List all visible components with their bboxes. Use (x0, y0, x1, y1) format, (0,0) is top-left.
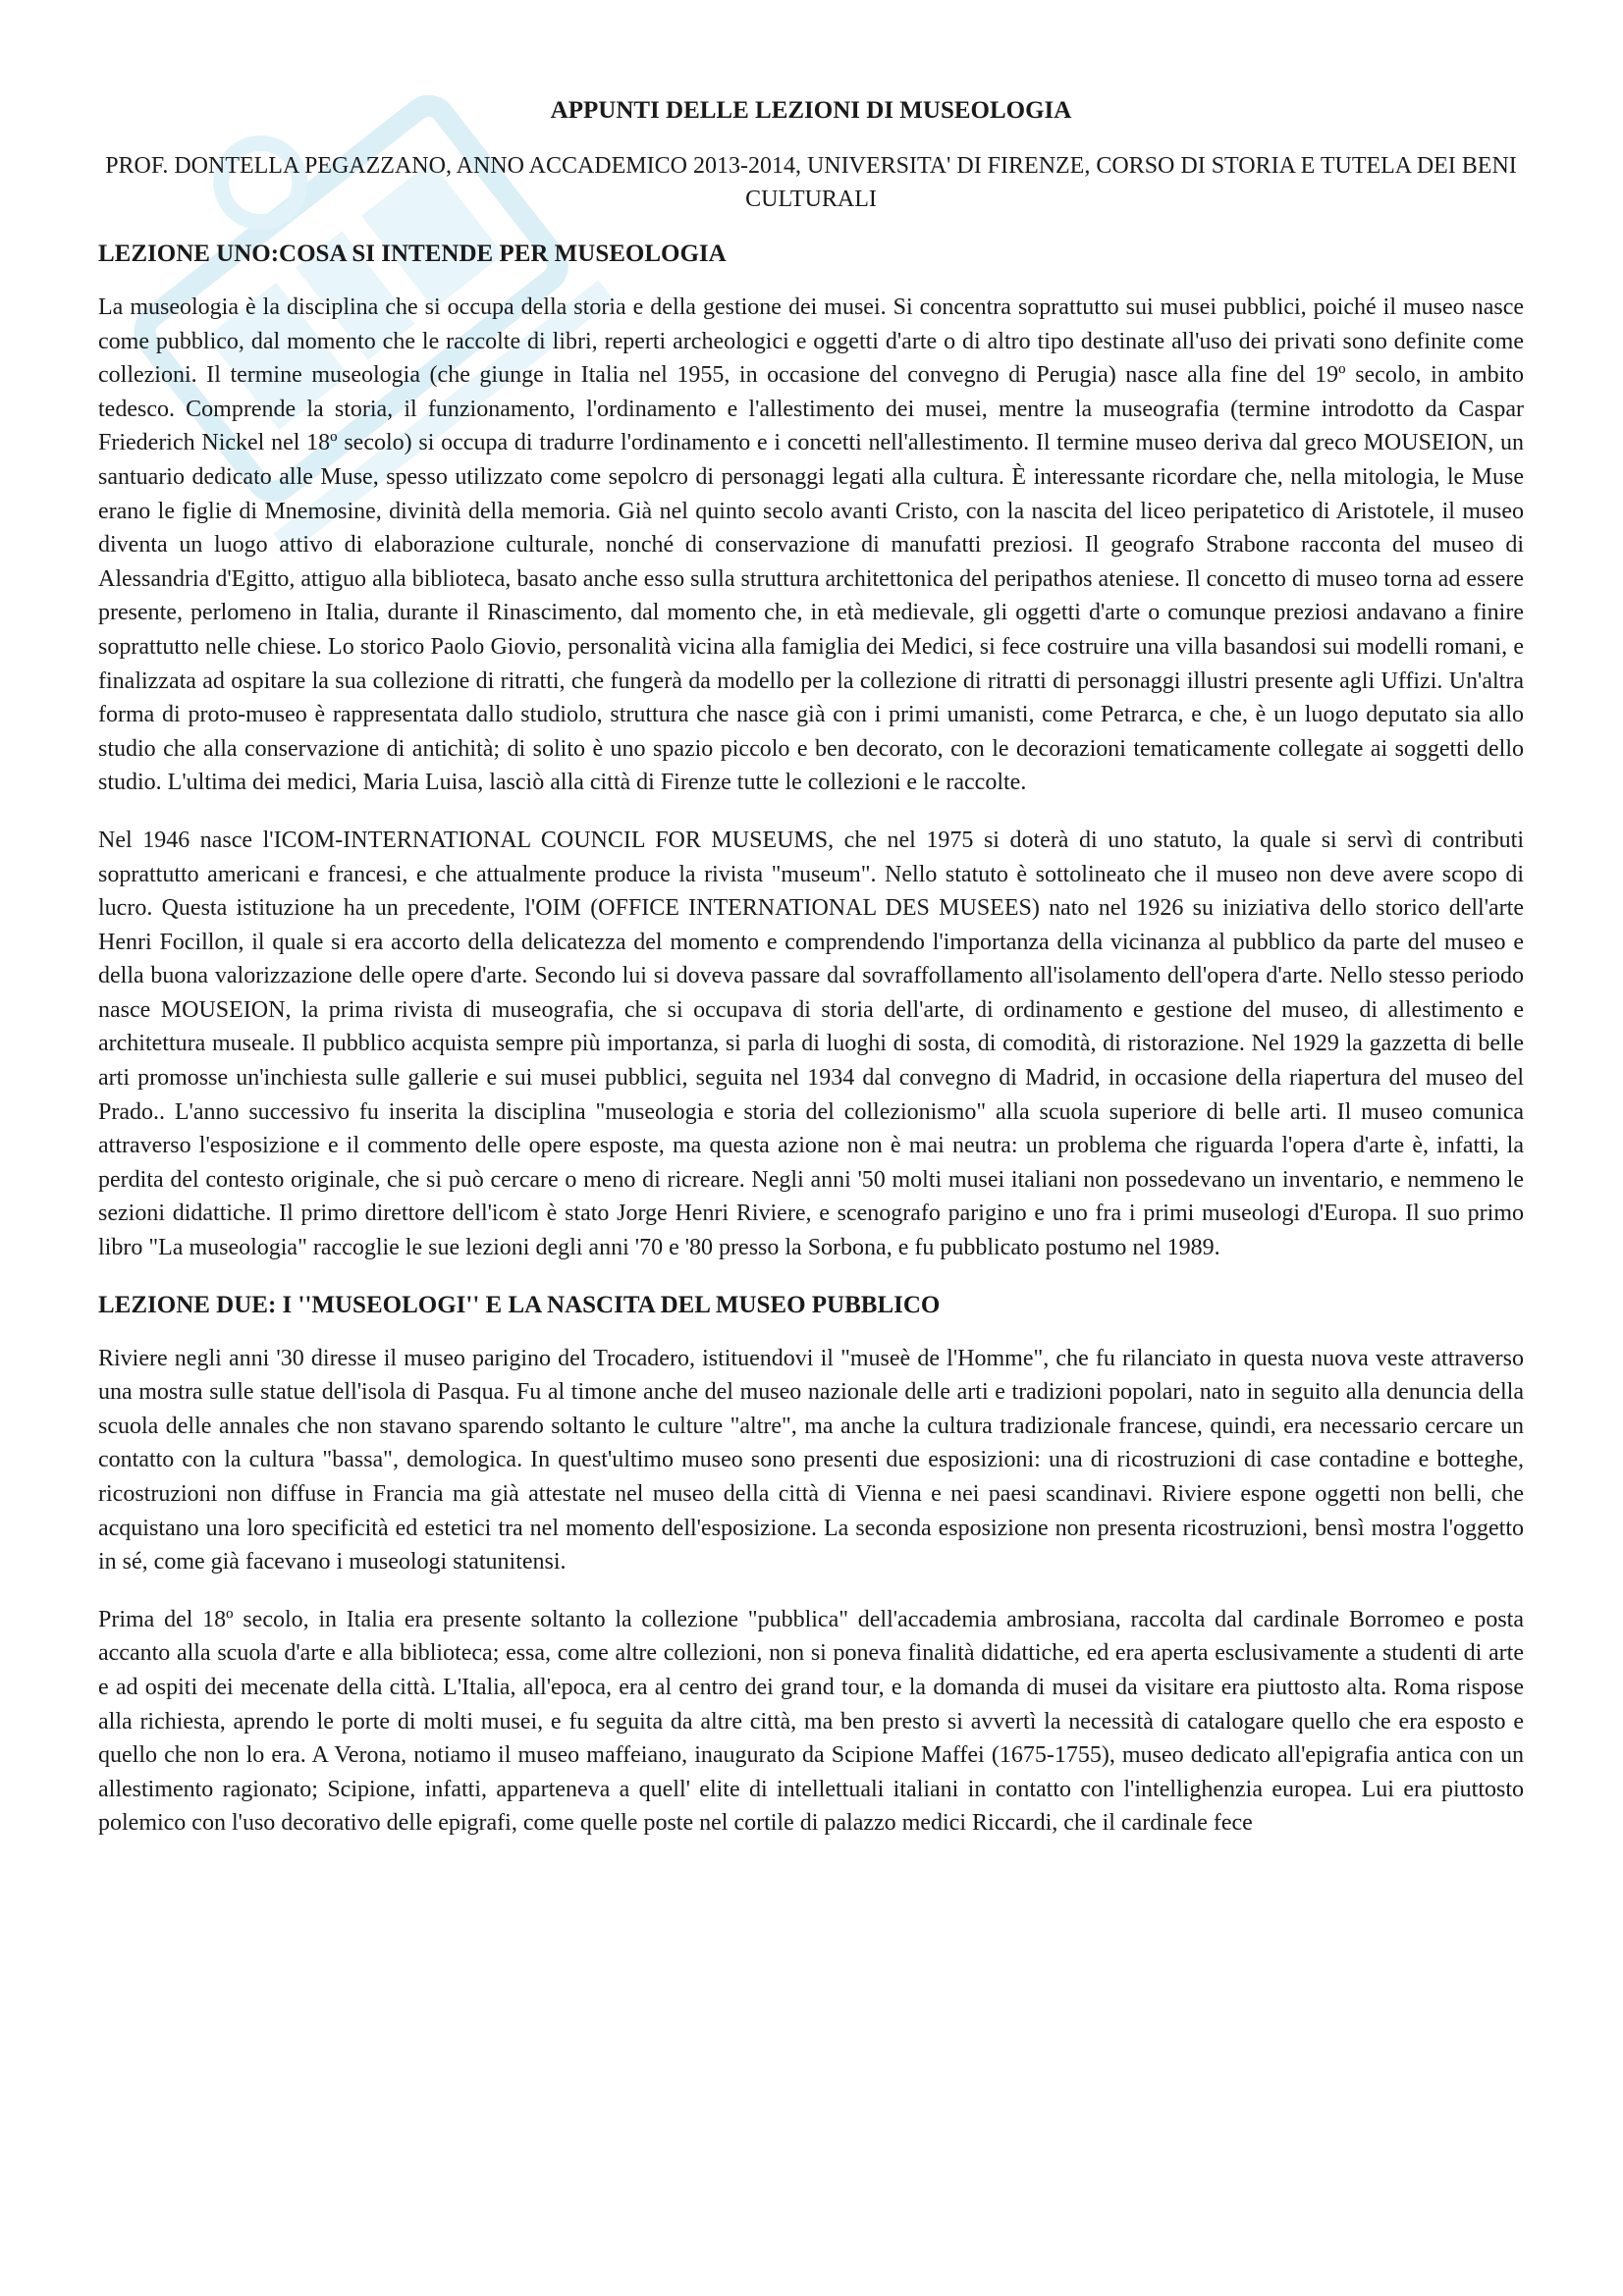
document-page (98, 94, 1524, 1864)
paragraph: La museologia è la disciplina che si occupa della storia e della gestione dei musei. Si concentra soprattutto sui musei pubblici, poiché il museo nasce come pubblico, dal momento che le raccolte di libri, reperti archeologici e oggetti d'arte o di altro tipo destinate all'uso dei privati sono definite come collezioni. Il termine museologia (che giunge in Italia nel 1955, in occasione del convegno di Perugia) nasce alla fine del 19º secolo, in ambito tedesco. Comprende la storia, il funzionamento, l'ordinamento e l'allestimento dei musei, mentre la museografia (termine introdotto da Caspar Friederich Nickel nel 18º secolo) si occupa di tradurre l'ordinamento e i concetti nell'allestimento. Il termine museo deriva dal greco MOUSEION, un santuario dedicato alle Muse, spesso utilizzato come sepolcro di personaggi legati alla cultura. È interessante ricordare che, nella mitologia, le Muse erano le figlie di Mnemosine, divinità della memoria. Già nel quinto secolo avanti Cristo, con la nascita del liceo peripatetico di Aristotele, il museo diventa un luogo attivo di elaborazione culturale, nonché di conservazione di manufatti preziosi. Il geografo Strabone racconta del museo di Alessandria d'Egitto, attiguo alla biblioteca, basato anche esso sulla struttura architettonica del peripathos ateniese. Il concetto di museo torna ad essere presente, perlomeno in Italia, durante il Rinascimento, dal momento che, in età medievale, gli oggetti d'arte o comunque preziosi andavano a finire soprattutto nelle chiese. Lo storico Paolo Giovio, personalità vicina alla famiglia dei Medici, si fece costruire una villa basandosi sui modelli romani, e finalizzata ad ospitare la sua collezione di ritratti, che fungerà da modello per la collezione di ritratti di personaggi illustri presente agli Uffizi. Un'altra forma di proto-museo è rappresentata dallo studiolo, struttura che nasce già con i primi umanisti, come Petrarca, e che, è un luogo deputato sia allo studio che alla conservazione di antichità; di solito è uno spazio piccolo e ben decorato, con le decorazioni tematicamente collegate ai soggetti dello studio. L'ultima dei medici, Maria Luisa, lasciò alla città di Firenze tutte le collezioni e le raccolte. (98, 294, 1524, 796)
paragraph: Prima del 18º secolo, in Italia era presente soltanto la collezione "pubblica" dell'accademia ambrosiana, raccolta dal cardinale Borromeo e posta accanto alla scuola d'arte e alla biblioteca; essa, come altre collezioni, non si poneva finalità didattiche, ed era aperta esclusivamente a studenti di arte e ad ospiti dei mecenate della città. L'Italia, all'epoca, era al centro dei grand tour, e la domanda di musei da visitare era piuttosto alta. Roma rispose alla richiesta, aprendo le porte di molti musei, e fu seguita da altre città, ma ben presto si avvertì la necessità di catalogare quello che era esposto e quello che non lo era. A Verona, notiamo il museo maffeiano, inaugurato da Scipione Maffei (1675-1755), museo dedicato all'epigrafia antica con un allestimento ragionato; Scipione, infatti, apparteneva a quell' elite di intellettuali italiani in contatto con l'intellighenzia europea. Lui era piuttosto polemico con l'uso decorativo delle epigrafi, come quelle poste nel cortile di palazzo medici Riccardi, che il cardinale fece (98, 1606, 1524, 1837)
section-heading-lezione-uno: LEZIONE UNO:COSA SI INTENDE PER MUSEOLOGIA (98, 240, 727, 267)
paragraph: Nel 1946 nasce l'ICOM-INTERNATIONAL COUNCIL FOR MUSEUMS, che nel 1975 si doterà di uno statuto, la quale si servì di contributi soprattutto americani e francesi, e che attualmente produce la rivista "museum". Nello statuto è sottolineato che il museo non deve avere scopo di lucro. Questa istituzione ha un precedente, l'OIM (OFFICE INTERNATIONAL DES MUSEES) nato nel 1926 su iniziativa dello storico dell'arte Henri Focillon, il quale si era accorto della delicatezza del momento e comprendendo l'importanza della vicinanza al pubblico da parte del museo e della buona valorizzazione delle opere d'arte. Secondo lui si doveva passare dal sovraffollamento all'isolamento dell'opera d'arte. Nello stesso periodo nasce MOUSEION, la prima rivista di museografia, che si occupava di storia dell'arte, di ordinamento e gestione del museo, di allestimento e architettura museale. Il pubblico acquista sempre più importanza, si parla di luoghi di sosta, di comodità, di ristorazione. Nel 1929 la gazzetta di belle arti promosse un'inchiesta sulle gallerie e sui musei pubblici, seguita nel 1934 dal convegno di Madrid, in occasione della riapertura del museo del Prado.. L'anno successivo fu inserita la disciplina "museologia e storia del collezionismo" alla scuola superiore di belle arti. Il museo comunica attraverso l'esposizione e il commento delle opere esposte, ma questa azione non è mai neutra: un problema che riguarda l'opera d'arte è, infatti, la perdita del contesto originale, che si può cercare o meno di ricreare. Negli anni '50 molti musei italiani non possedevano un inventario, e nemmeno le sezioni didattiche. Il primo direttore dell'icom è stato Jorge Henri Riviere, e scenografo parigino e uno fra i primi museologi d'Europa. Il suo primo libro "La museologia" raccoglie le sue lezioni degli anni '70 e '80 presso la Sorbona, e fu pubblicato postumo nel 1989. (98, 827, 1524, 1261)
section-heading-lezione-due: LEZIONE DUE: I ''MUSEOLOGI'' E LA NASCITA DEL MUSEO PUBBLICO (98, 1291, 941, 1318)
document-subtitle: PROF. DONTELLA PEGAZZANO, ANNO ACCADEMICO 2013-2014, UNIVERSITA' DI FIRENZE, CORSO DI STORIA E TUTELA DEI BENI CULTURALI (105, 153, 1517, 212)
document-title: APPUNTI DELLE LEZIONI DI MUSEOLOGIA (550, 97, 1072, 124)
paragraph: Riviere negli anni '30 diresse il museo parigino del Trocadero, istituendovi il "museè de l'Homme", che fu rilanciato in questa nuova veste attraverso una mostra sulle statue dell'isola di Pasqua. Fu al timone anche del museo nazionale delle arti e tradizioni popolari, nato in seguito alla denuncia della scuola delle annales che non stavano sparendo soltanto le culture "altre", ma anche la cultura tradizionale francese, quindi, era necessario cercare un contatto con la cultura "bassa", demologica. In quest'ultimo museo sono presenti due esposizioni: una di ricostruzioni di case contadine e botteghe, ricostruzioni non diffuse in Francia ma già attestate nel museo della città di Vienna e nei paesi scandinavi. Riviere espone oggetti non belli, che acquistano una loro specificità ed estetici tra nel momento dell'esposizione. La seconda esposizione non presenta ricostruzioni, bensì mostra l'oggetto in sé, come già facevano i museologi statunitensi. (98, 1345, 1524, 1575)
